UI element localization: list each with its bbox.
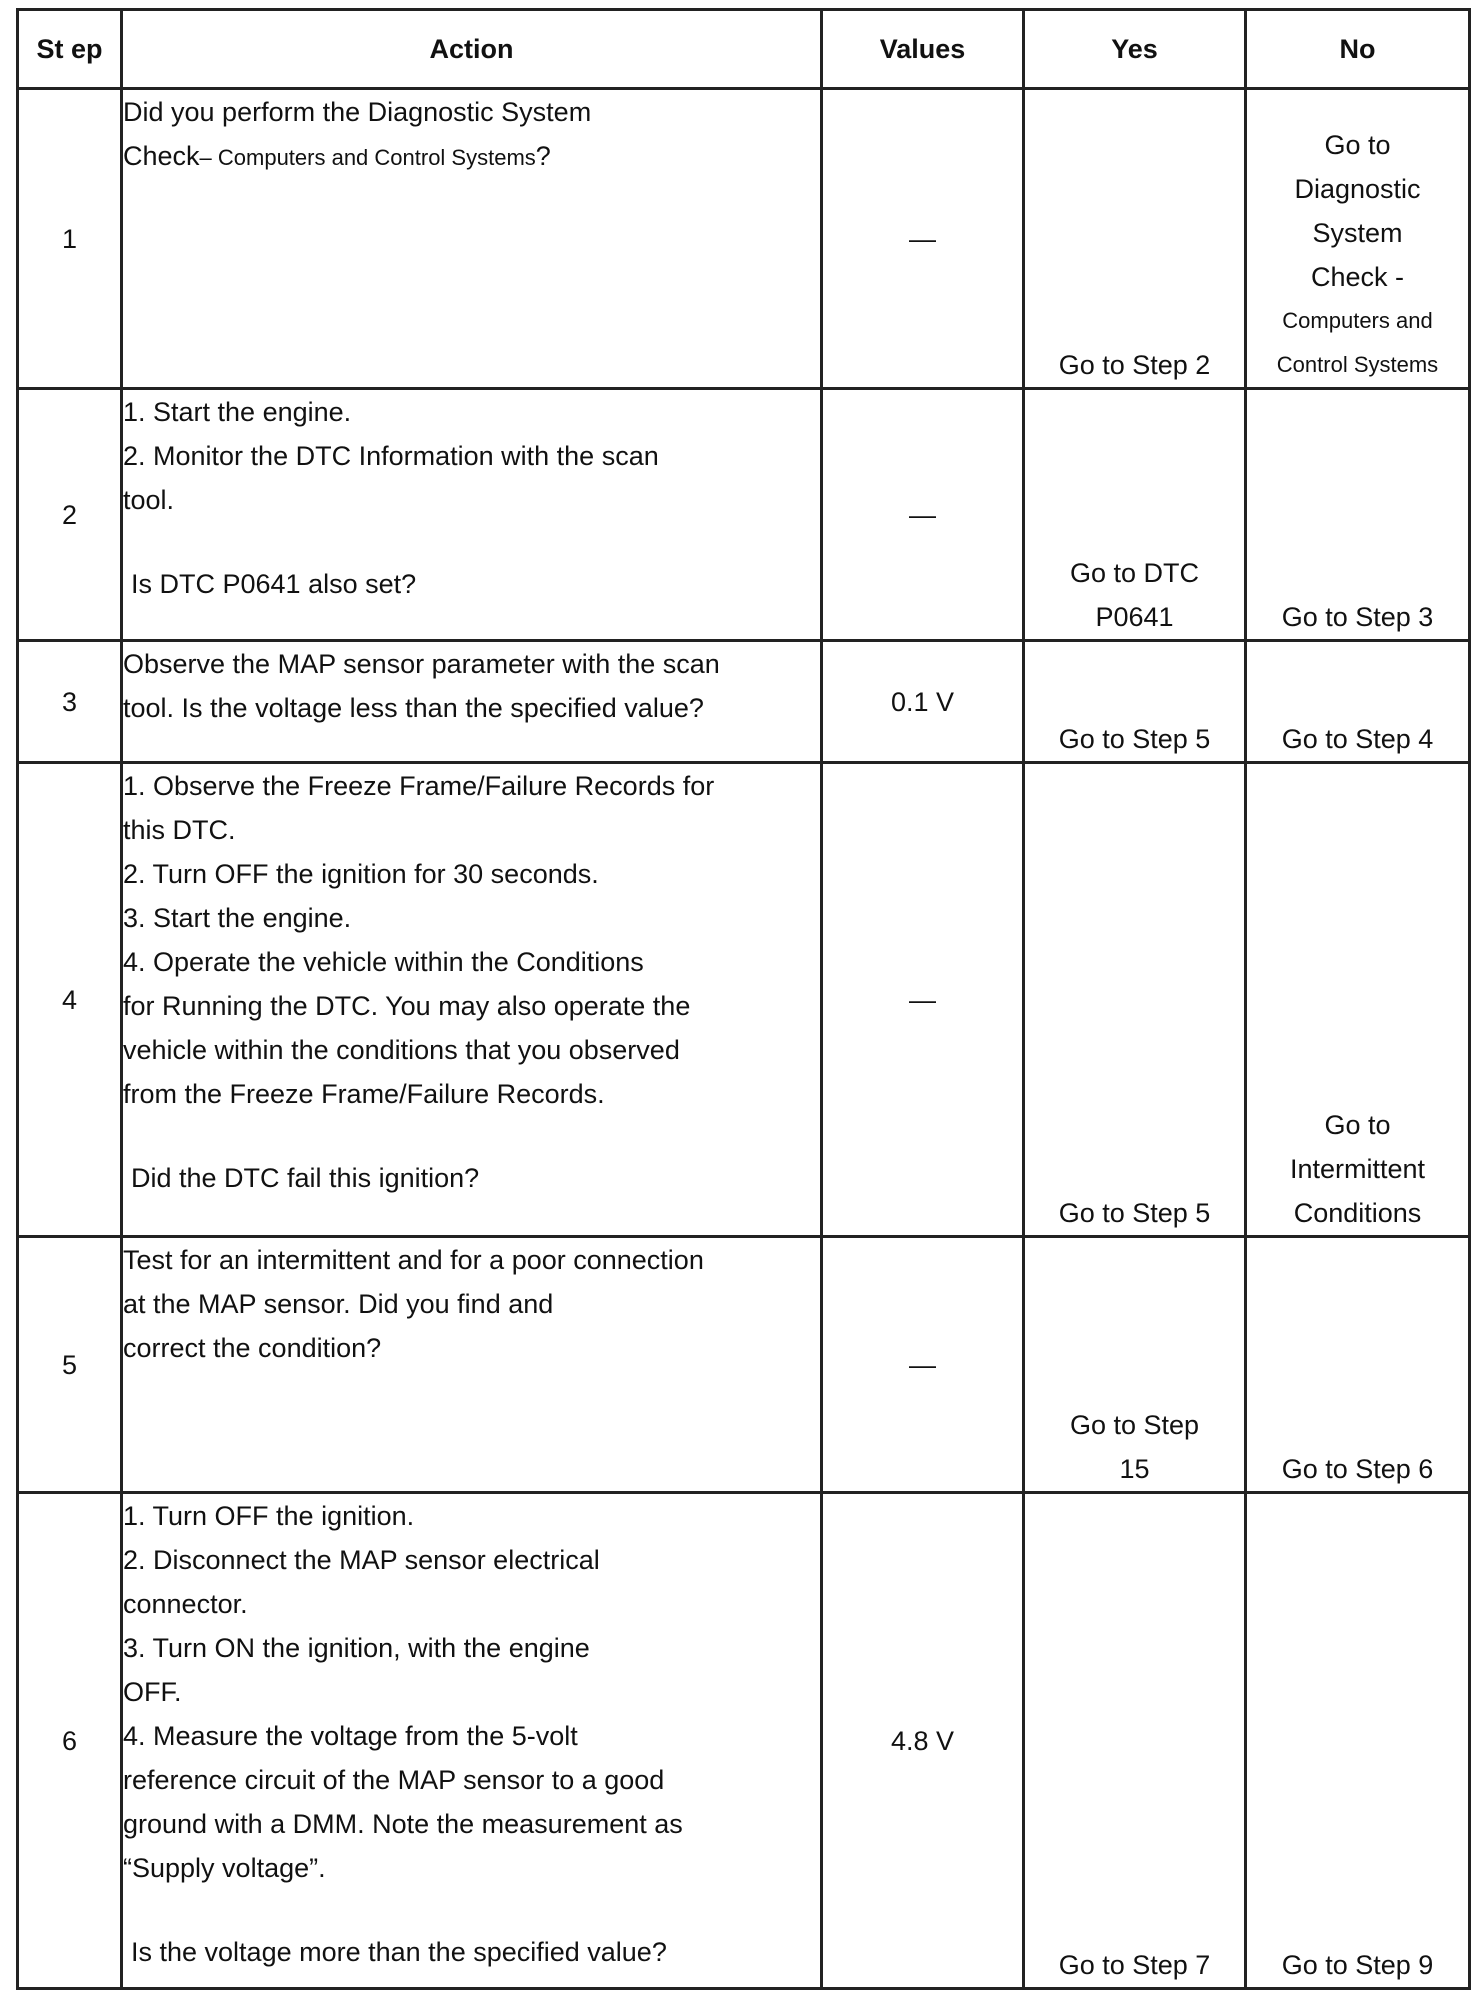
header-no: No xyxy=(1246,10,1470,89)
value-cell: 0.1 V xyxy=(822,641,1024,763)
step-number: 3 xyxy=(18,641,122,763)
step-number: 2 xyxy=(18,389,122,641)
step-number: 6 xyxy=(18,1493,122,1989)
header-values: Values xyxy=(822,10,1024,89)
header-yes: Yes xyxy=(1024,10,1246,89)
no-cell: Go to Intermittent Conditions xyxy=(1246,763,1470,1237)
action-cell xyxy=(122,89,822,389)
header-row xyxy=(18,10,1470,89)
table-row xyxy=(18,763,1470,1237)
no-cell: Go to Step 6 xyxy=(1246,1237,1470,1493)
table-row xyxy=(18,1237,1470,1493)
table-row xyxy=(18,389,1470,641)
header-action: Action xyxy=(122,10,822,89)
value-cell: — xyxy=(822,763,1024,1237)
action-question: Is DTC P0641 also set? xyxy=(131,569,417,599)
action-cell: 1. Turn OFF the ignition. 2. Disconnect the MAP sensor electrical connector. 3. Turn ON the ignition, with the engine OFF. 4. Measure the voltage from the 5-volt reference circuit of the MAP sensor to a good ground with a DMM. Note the measurement as “Supply voltage”. Is the voltage more than the specified value? xyxy=(122,1493,822,1989)
yes-cell: Go to Step 7 xyxy=(1024,1493,1246,1989)
yes-cell: Go to Step 5 xyxy=(1024,763,1246,1237)
yes-cell: Go to Step 15 xyxy=(1024,1237,1246,1493)
yes-cell: Go to Step 5 xyxy=(1024,641,1246,763)
step-number: 5 xyxy=(18,1237,122,1493)
value-cell: 4.8 V xyxy=(822,1493,1024,1989)
yes-cell: Go to Step 2 xyxy=(1024,89,1246,389)
step-number: 1 xyxy=(18,89,122,389)
value-cell: — xyxy=(822,1237,1024,1493)
action-cell: 1. Start the engine. 2. Monitor the DTC Information with the scan tool. Is DTC P0641 also set? xyxy=(122,389,822,641)
table-row xyxy=(18,89,1470,389)
no-cell: Go to Step 9 xyxy=(1246,1493,1470,1989)
table-row xyxy=(18,1493,1470,1989)
no-cell: Go to Step 4 xyxy=(1246,641,1470,763)
action-question: Did the DTC fail this ignition? xyxy=(131,1163,480,1193)
header-step: St ep xyxy=(18,10,122,89)
value-cell: — xyxy=(822,389,1024,641)
value-cell: — xyxy=(822,89,1024,389)
no-cell: Go to Step 3 xyxy=(1246,389,1470,641)
action-question: Is the voltage more than the specified value? xyxy=(131,1937,667,1967)
no-cell: Go to Diagnostic System Check - Computers and Control Systems xyxy=(1246,89,1470,389)
table-row xyxy=(18,641,1470,763)
action-line: Did you perform the Diagnostic System xyxy=(123,97,592,127)
action-cell: Test for an intermittent and for a poor connection at the MAP sensor. Did you find and correct the condition? xyxy=(122,1237,822,1493)
action-cell: 1. Observe the Freeze Frame/Failure Records for this DTC. 2. Turn OFF the ignition for 30 seconds. 3. Start the engine. 4. Operate the vehicle within the Conditions for Running the DTC. You may also operate the vehicle within the conditions that you observed from the Freeze Frame/Failure Records. Did the DTC fail this ignition? xyxy=(122,763,822,1237)
yes-cell: Go to DTC P0641 xyxy=(1024,389,1246,641)
step-number: 4 xyxy=(18,763,122,1237)
action-line: Check– Computers and Control Systems? xyxy=(123,141,551,171)
action-cell: Observe the MAP sensor parameter with the scan tool. Is the voltage less than the specified value? xyxy=(122,641,822,763)
diagnostic-table xyxy=(16,8,1471,1990)
